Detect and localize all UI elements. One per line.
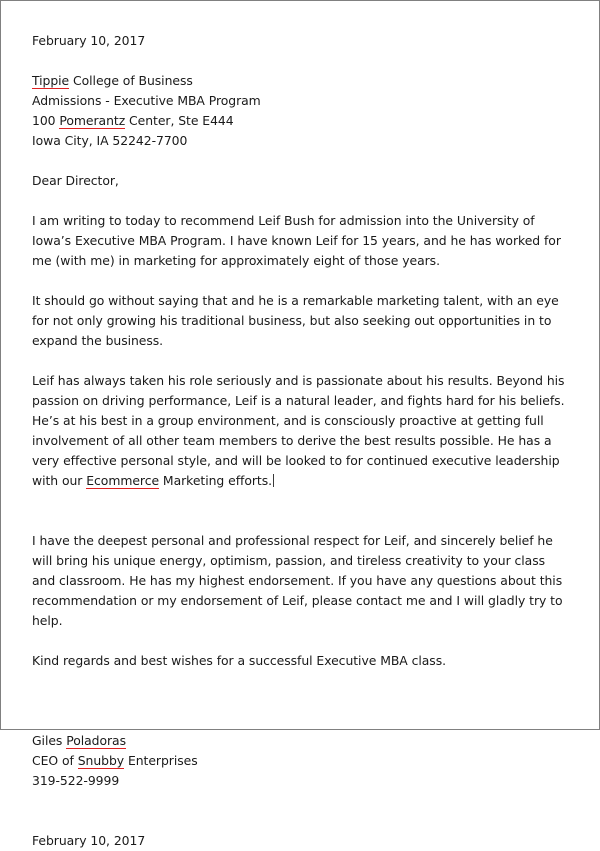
salutation-text: Dear Director, — [32, 173, 119, 188]
spacer-after-date — [32, 51, 571, 71]
spacer-before-date-bottom — [32, 791, 571, 831]
spellcheck-word-tippie[interactable]: Tippie — [32, 73, 70, 88]
signature-title-prefix: CEO of — [32, 753, 78, 768]
recipient-line-1 — [32, 71, 571, 91]
spacer-p2-p3 — [32, 351, 571, 371]
signature-name — [32, 731, 571, 751]
signature-name-prefix: Giles — [32, 733, 67, 748]
signature-title-rest: Enterprises — [124, 753, 198, 768]
signature-title — [32, 751, 571, 771]
date-bottom-text: February 10, 2017 — [32, 833, 146, 848]
spacer-after-address — [32, 151, 571, 171]
salutation — [32, 171, 571, 191]
text-cursor-caret — [273, 474, 274, 487]
paragraph-2: It should go without saying that and he is a remarkable marketing talent, with an eye for not only growing his traditional business, but also seeking out opportunities in to expand the business. — [32, 293, 559, 348]
spellcheck-word-poladoras[interactable]: Poladoras — [66, 733, 127, 748]
date-top — [32, 31, 571, 51]
paragraph-1: I am writing to today to recommend Leif Bush for admission into the University of Iowa’s Executive MBA Program. I have known Leif for 15 years, and he has worked for me (with me) in marketing for approximately eight of those years. — [32, 213, 561, 268]
date-top-text: February 10, 2017 — [32, 33, 146, 48]
recipient-line-3-prefix: 100 — [32, 113, 60, 128]
paragraph-4: I have the deepest personal and professional respect for Leif, and sincerely belief he will bring his unique energy, optimism, passion, and tireless creativity to your class and classroom. He has my highest endorsement. If you have any questions about this recommendation or my endorsement of Leif, please contact me and I will gladly try to help. — [32, 533, 563, 628]
paragraph-3-before: Leif has always taken his role seriously and is passionate about his results. Beyond his passion on driving performance, Leif is a natural leader, and fights hard for his beliefs. He’s at his best in a group environment, and is consciously proactive at getting full involvement of all other team members to derive the best results possible. He has a very effective personal style, and will be looked to for continued executive leadership with our — [32, 373, 565, 488]
paragraph-3 — [32, 371, 571, 491]
signature-phone: 319-522-9999 — [32, 773, 120, 788]
recipient-line-4: Iowa City, IA 52242-7700 — [32, 133, 188, 148]
signature-block — [32, 731, 571, 791]
recipient-line-1-rest: College of Business — [69, 73, 193, 88]
recipient-line-3 — [32, 111, 571, 131]
spacer-before-signature — [32, 671, 571, 731]
paragraph-3-after: Marketing efforts. — [159, 473, 273, 488]
spacer-p4-p5 — [32, 631, 571, 651]
letter-body — [32, 31, 571, 851]
spacer-p3-p4 — [32, 491, 571, 531]
date-bottom — [32, 831, 571, 851]
spacer-after-salutation — [32, 191, 571, 211]
paragraph-5: Kind regards and best wishes for a successful Executive MBA class. — [32, 653, 446, 668]
spacer-p1-p2 — [32, 271, 571, 291]
spellcheck-word-ecommerce[interactable]: Ecommerce — [86, 473, 160, 488]
spellcheck-word-snubby[interactable]: Snubby — [77, 753, 125, 768]
recipient-address — [32, 71, 571, 151]
spellcheck-word-pomerantz[interactable]: Pomerantz — [59, 113, 126, 128]
recipient-line-2: Admissions - Executive MBA Program — [32, 93, 261, 108]
recipient-line-3-rest: Center, Ste E444 — [125, 113, 234, 128]
